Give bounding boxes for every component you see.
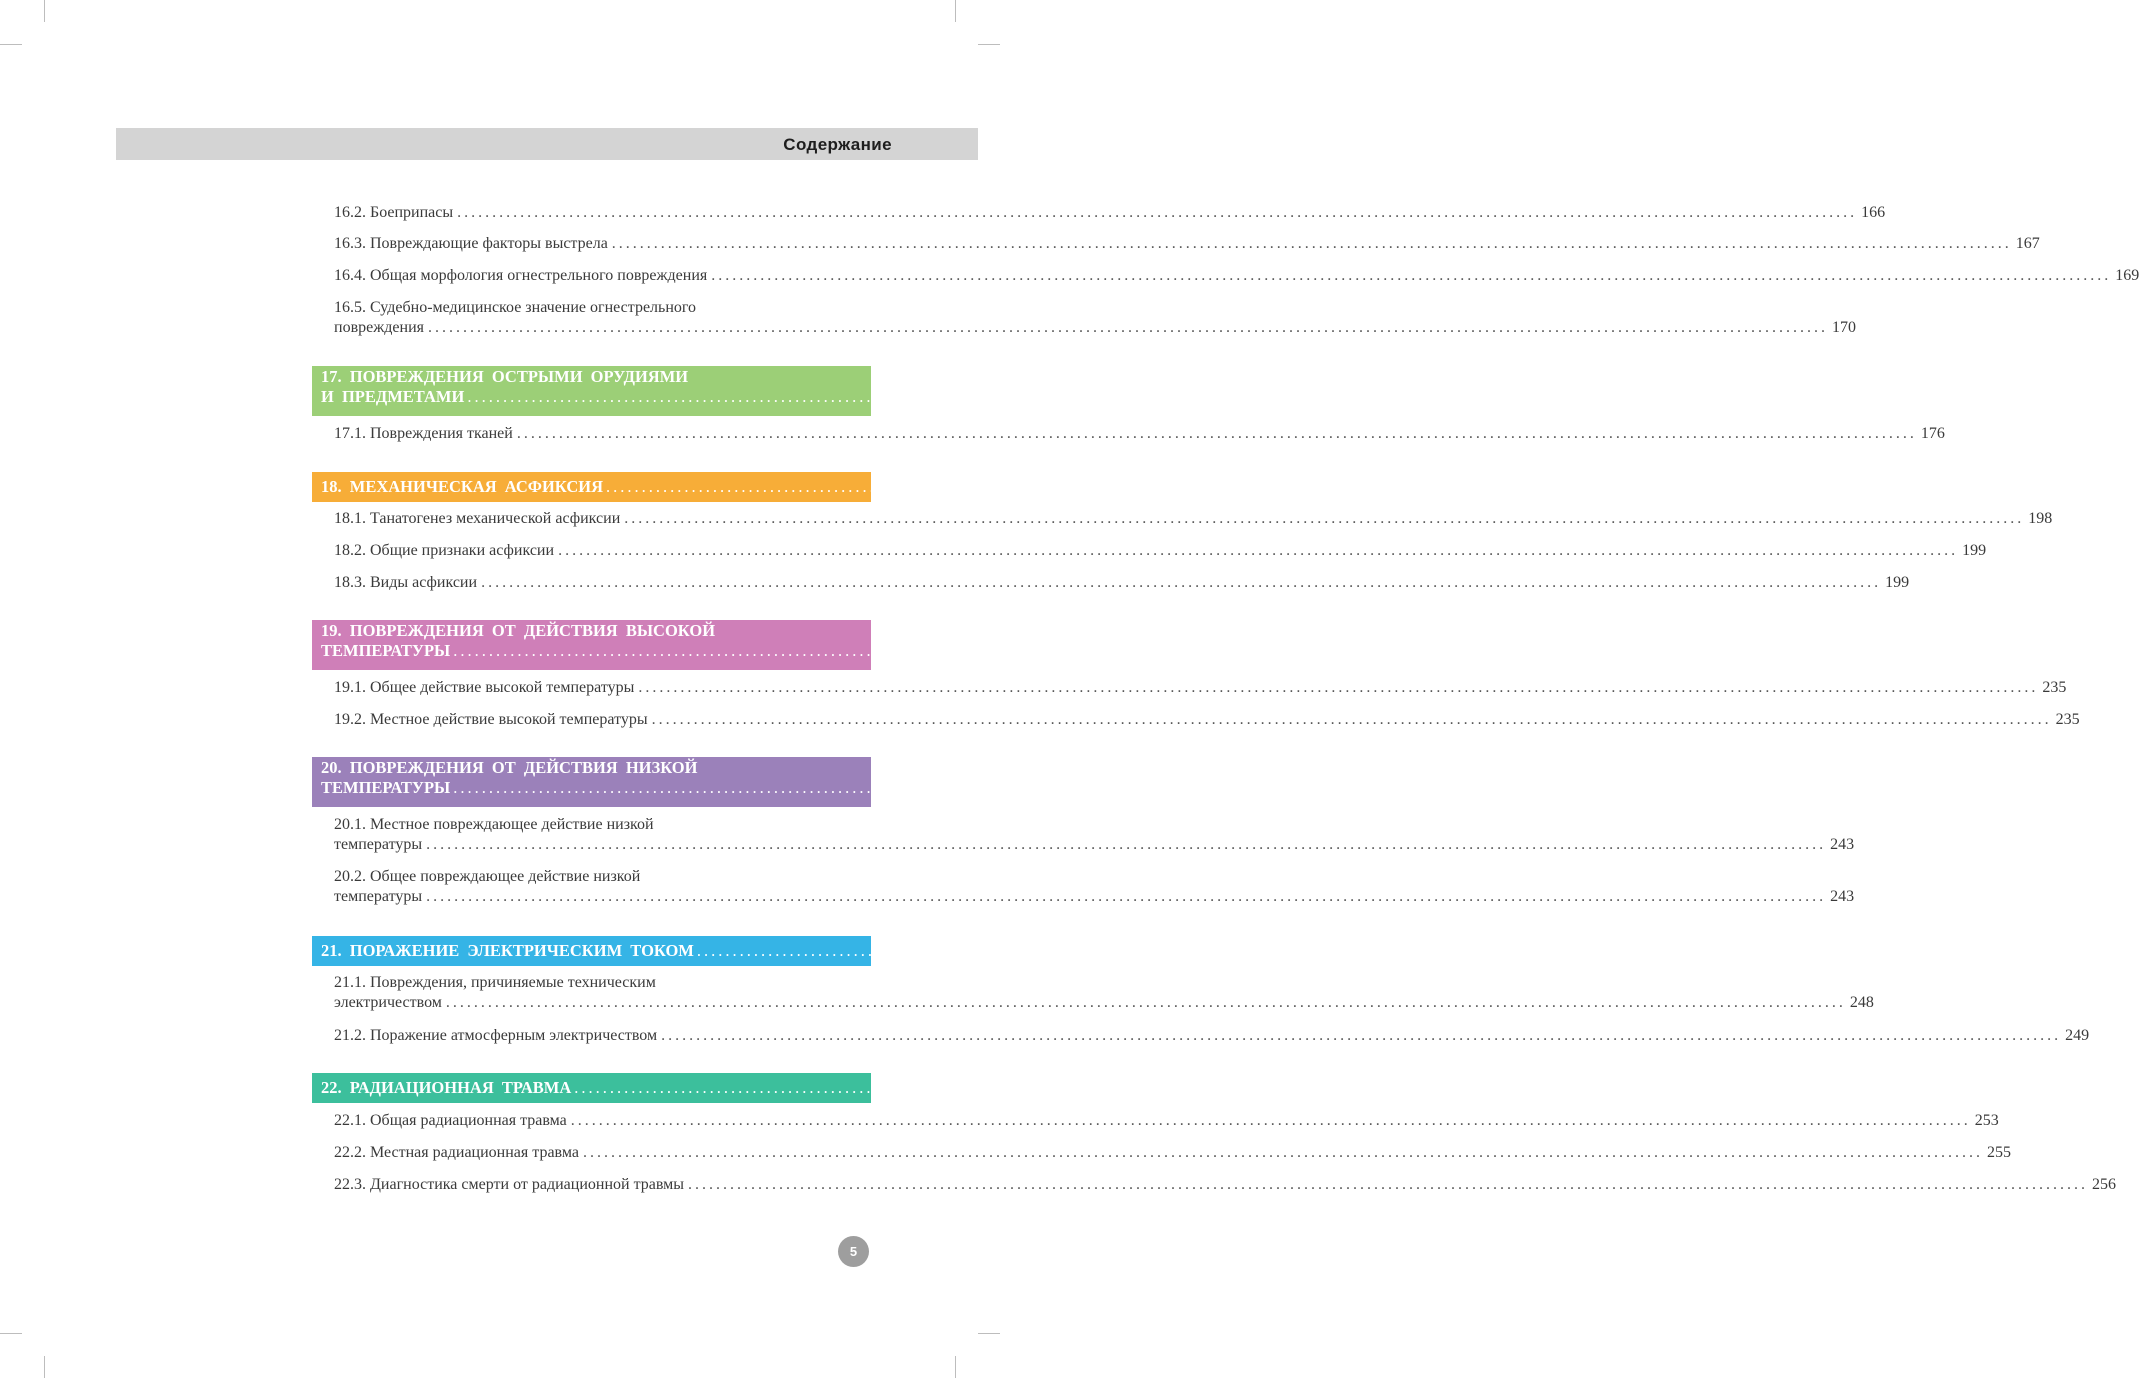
chapter-page: 176	[1895, 387, 1921, 406]
leader-dots: ........................................................................................................................................................................................................	[582, 1144, 1983, 1161]
chapter-title: 22. РАДИАЦИОННАЯ ТРАВМА	[321, 1078, 572, 1097]
entry-page: 170	[1832, 319, 1856, 336]
chapter-title: 18. МЕХАНИЧЕСКАЯ АСФИКСИЯ	[321, 477, 604, 496]
entry-label-line2: температуры	[334, 888, 423, 905]
entry-page: 243	[1830, 836, 1855, 853]
toc-entry-19-2[interactable]	[334, 710, 2080, 730]
entry-label: 16.4. Общая морфология огнестрельного повреждения	[334, 267, 708, 284]
entry-page: 256	[2092, 1176, 2117, 1193]
chapter-page: 250	[2002, 1078, 2027, 1097]
leader-dots: ........................................................................................................................................................................................................	[558, 542, 1959, 559]
entry-label-line1: 20.1. Местное повреждающее действие низкой	[334, 816, 654, 833]
toc-chapter-18[interactable]	[312, 472, 2059, 502]
leader-dots: ........................................................................................................................................................................................................	[516, 425, 1917, 442]
toc-entry-20-2[interactable]	[334, 867, 1855, 907]
leader-dots: ........................................................................................................................................................................................................	[453, 778, 1879, 797]
toc-entry-22-1[interactable]	[334, 1111, 1999, 1131]
toc-entry-16-4[interactable]	[334, 266, 2140, 286]
entry-label-line2: электричеством	[334, 994, 442, 1011]
toc-entry-22-2[interactable]	[334, 1143, 2011, 1163]
leader-dots: ........................................................................................................................................................................................................	[696, 941, 2122, 960]
entry-label-line1: 16.5. Судебно-медицинское значение огнестрельного	[334, 299, 697, 316]
chapter-title-line1: 19. ПОВРЕЖДЕНИЯ ОТ ДЕЙСТВИЯ ВЫСОКОЙ	[321, 621, 716, 640]
chapter-title-line2: ТЕМПЕРАТУРЫ	[321, 641, 451, 660]
entry-page: 248	[1849, 994, 1874, 1011]
leader-dots: ........................................................................................................................................................................................................	[426, 836, 1827, 853]
toc-chapter-20[interactable]	[312, 757, 1907, 807]
entry-label: 18.2. Общие признаки асфиксии	[334, 542, 555, 559]
leader-dots: ........................................................................................................................................................................................................	[574, 1078, 2000, 1097]
entry-page: 198	[2028, 510, 2053, 527]
toc-entry-19-1[interactable]	[334, 678, 2067, 698]
entry-label: 16.2. Боеприпасы	[334, 204, 454, 221]
toc-entry-20-1[interactable]	[334, 815, 1855, 855]
toc-entry-16-5[interactable]	[334, 298, 1856, 338]
entry-label-line2: температуры	[334, 836, 423, 853]
chapter-page: 239	[1881, 778, 1907, 797]
leader-dots: ........................................................................................................................................................................................................	[661, 1027, 2062, 1044]
entry-page: 169	[2115, 267, 2140, 284]
toc-chapter-17[interactable]	[312, 366, 1921, 416]
entry-page: 176	[1920, 425, 1945, 442]
leader-dots: ........................................................................................................................................................................................................	[711, 267, 2112, 284]
entry-page: 167	[2015, 235, 2040, 252]
leader-dots: ........................................................................................................................................................................................................	[624, 510, 2025, 527]
entry-label-line1: 21.1. Повреждения, причиняемые техническим	[334, 974, 656, 991]
entry-page: 199	[1962, 542, 1987, 559]
toc-entry-16-2[interactable]	[334, 203, 1886, 223]
entry-label: 22.2. Местная радиационная травма	[334, 1144, 579, 1161]
entry-label: 21.2. Поражение атмосферным электричеством	[334, 1027, 658, 1044]
leader-dots: ........................................................................................................................................................................................................	[426, 888, 1827, 905]
chapter-title-line2: И ПРЕДМЕТАМИ	[321, 387, 465, 406]
toc-entry-17-1[interactable]	[334, 424, 1945, 444]
entry-label: 16.3. Повреждающие факторы выстрела	[334, 235, 608, 252]
entry-page: 243	[1830, 888, 1855, 905]
chapter-page: 245	[2124, 941, 2150, 960]
toc-entry-22-3[interactable]	[334, 1175, 2117, 1195]
toc-chapter-19[interactable]	[312, 620, 1907, 670]
toc-entry-21-2[interactable]	[334, 1026, 2090, 1046]
leader-dots: ........................................................................................................................................................................................................	[445, 994, 1846, 1011]
chapter-title-line1: 20. ПОВРЕЖДЕНИЯ ОТ ДЕЙСТВИЯ НИЗКОЙ	[321, 758, 698, 777]
entry-page: 253	[1974, 1112, 1999, 1129]
toc-entry-18-3[interactable]	[334, 573, 1910, 593]
leader-dots: ........................................................................................................................................................................................................	[606, 477, 2032, 496]
entry-label-line1: 20.2. Общее повреждающее действие низкой	[334, 868, 641, 885]
toc-chapter-21[interactable]	[312, 936, 2150, 966]
entry-label: 17.1. Повреждения тканей	[334, 425, 513, 442]
entry-label-line2: повреждения	[334, 319, 424, 336]
entry-label: 18.3. Виды асфиксии	[334, 574, 478, 591]
entry-page: 199	[1885, 574, 1910, 591]
running-header-title: Содержание	[783, 135, 892, 154]
entry-page: 249	[2065, 1027, 2090, 1044]
toc-entry-21-1[interactable]	[334, 973, 1874, 1013]
leader-dots: ........................................................................................................................................................................................................	[428, 319, 1828, 336]
entry-page: 235	[2042, 679, 2067, 696]
chapter-page: 198	[2034, 477, 2059, 496]
leader-dots: ........................................................................................................................................................................................................	[638, 679, 2039, 696]
page-number-badge: 5	[838, 1236, 869, 1267]
toc-entry-18-1[interactable]	[334, 509, 2053, 529]
entry-label: 19.2. Местное действие высокой температуры	[334, 711, 648, 728]
chapter-page: 228	[1881, 641, 1907, 660]
toc-entry-16-3[interactable]	[334, 234, 2040, 254]
chapter-title-line1: 17. ПОВРЕЖДЕНИЯ ОСТРЫМИ ОРУДИЯМИ	[321, 367, 689, 386]
entry-label: 22.1. Общая радиационная травма	[334, 1112, 567, 1129]
entry-label: 19.1. Общее действие высокой температуры	[334, 679, 635, 696]
entry-label: 18.1. Танатогенез механической асфиксии	[334, 510, 621, 527]
leader-dots: ........................................................................................................................................................................................................	[453, 641, 1879, 660]
toc-entry-18-2[interactable]	[334, 541, 1987, 561]
entry-label: 22.3. Диагностика смерти от радиационной травмы	[334, 1176, 685, 1193]
entry-page: 166	[1861, 204, 1886, 221]
chapter-title: 21. ПОРАЖЕНИЕ ЭЛЕКТРИЧЕСКИМ ТОКОМ	[321, 941, 694, 960]
leader-dots: ........................................................................................................................................................................................................	[570, 1112, 1971, 1129]
chapter-title-line2: ТЕМПЕРАТУРЫ	[321, 778, 451, 797]
leader-dots: ........................................................................................................................................................................................................	[457, 204, 1858, 221]
leader-dots: ........................................................................................................................................................................................................	[481, 574, 1882, 591]
leader-dots: ........................................................................................................................................................................................................	[688, 1176, 2089, 1193]
leader-dots: ........................................................................................................................................................................................................	[611, 235, 2012, 252]
leader-dots: ........................................................................................................................................................................................................	[651, 711, 2052, 728]
toc-chapter-22[interactable]	[312, 1073, 2027, 1103]
entry-page: 255	[1986, 1144, 2011, 1161]
leader-dots: ........................................................................................................................................................................................................	[467, 387, 1893, 406]
entry-page: 235	[2055, 711, 2080, 728]
